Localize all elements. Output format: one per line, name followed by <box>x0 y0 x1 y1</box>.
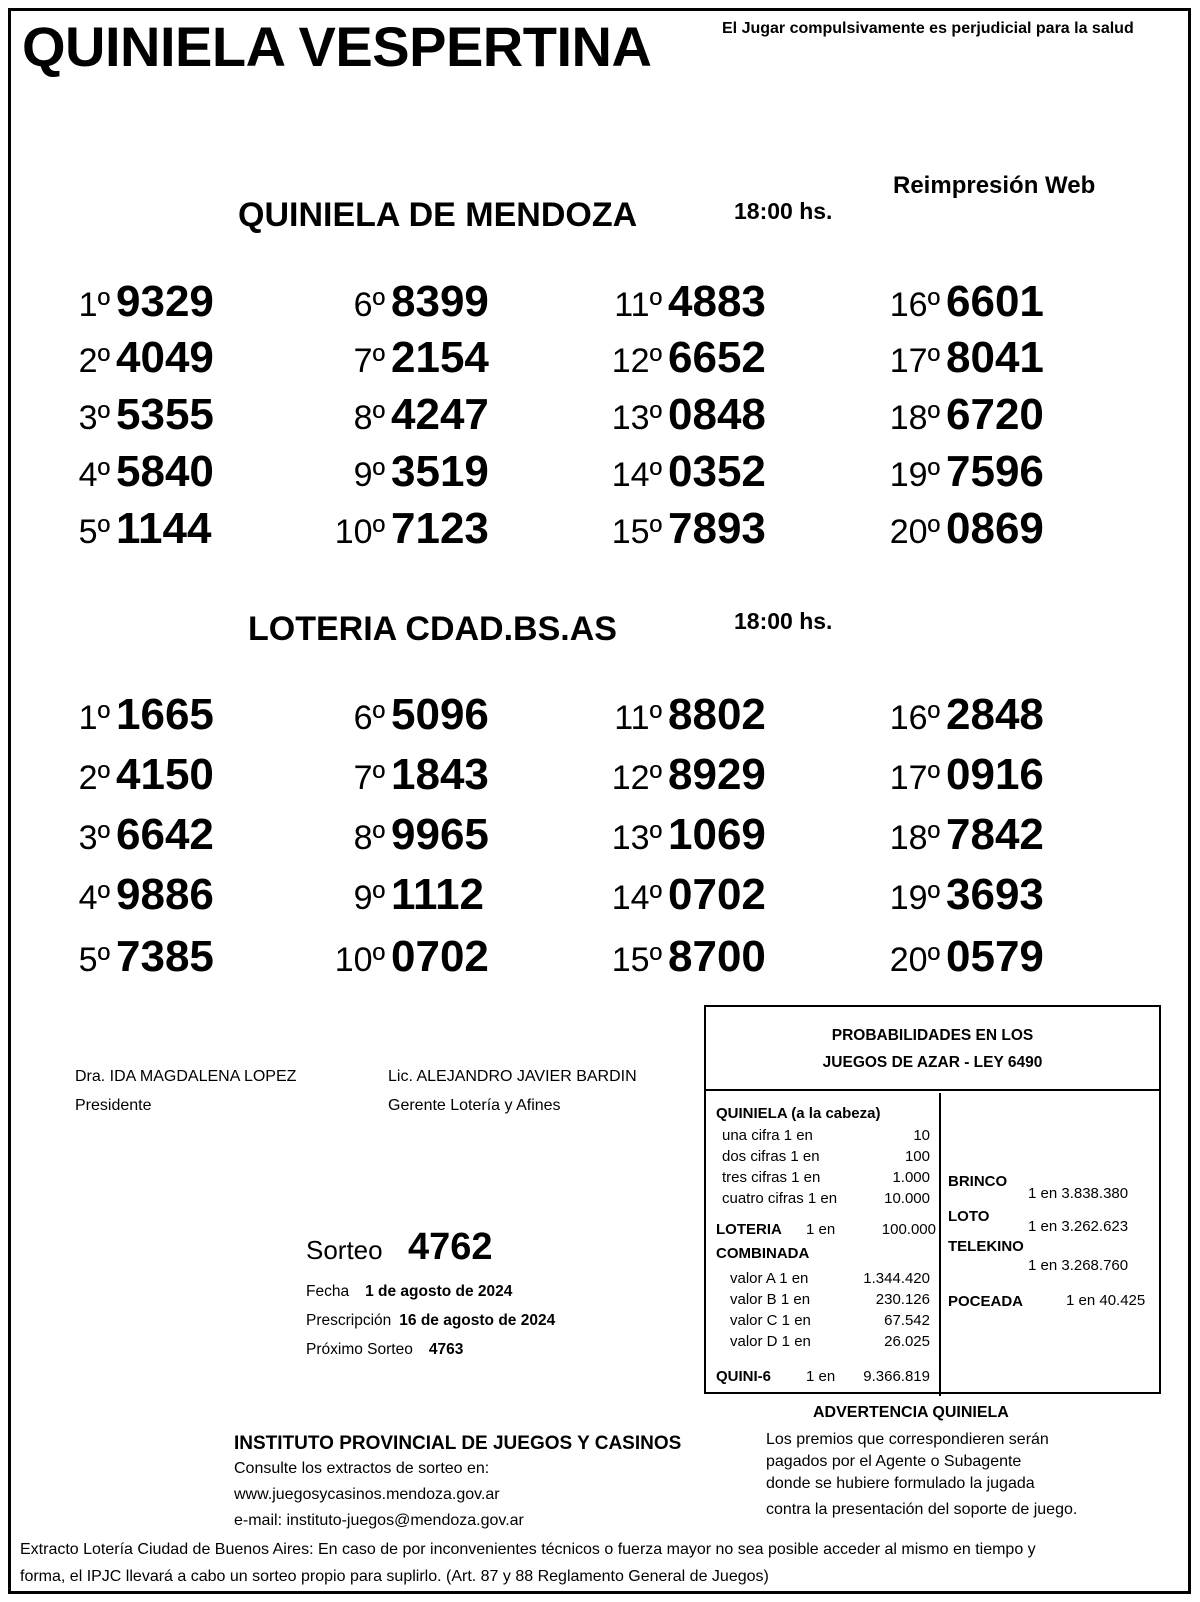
health-warning: El Jugar compulsivamente es perjudicial para la salud <box>722 20 1134 37</box>
result-position: 14º <box>611 456 662 494</box>
probabilities-title-1: PROBABILIDADES EN LOS <box>831 1027 1034 1044</box>
result-position: 8º <box>353 399 385 437</box>
result-entry <box>40 447 214 497</box>
result-number: 4150 <box>116 750 214 799</box>
result-entry <box>592 390 766 440</box>
result-entry <box>592 447 766 497</box>
brinco-prob-value: 1 en 3.838.380 <box>1028 1185 1129 1202</box>
result-position: 17º <box>889 759 940 797</box>
result-position: 11º <box>614 286 662 324</box>
result-entry <box>592 277 766 327</box>
reprint-label: Reimpresión Web <box>893 172 1096 199</box>
result-position: 20º <box>889 941 940 979</box>
prob-row-label: dos cifras 1 en <box>722 1148 820 1165</box>
result-position: 13º <box>611 399 662 437</box>
draw-label: Sorteo <box>306 1235 383 1265</box>
prob-row-label: tres cifras 1 en <box>722 1169 821 1186</box>
result-entry <box>592 932 766 982</box>
result-position: 7º <box>353 759 385 797</box>
draw-date <box>306 1283 512 1301</box>
result-number: 8700 <box>668 932 766 981</box>
prescription-value: 16 de agosto de 2024 <box>399 1312 556 1329</box>
institute-title: INSTITUTO PROVINCIAL DE JUEGOS Y CASINOS <box>234 1433 682 1454</box>
result-entry <box>592 333 766 383</box>
combinada-prob-title: COMBINADA <box>716 1245 810 1262</box>
probabilities-title-2: JUEGOS DE AZAR - LEY 6490 <box>822 1054 1043 1071</box>
result-position: 18º <box>889 399 940 437</box>
result-number: 8399 <box>391 277 489 326</box>
quini6-prob-label: QUINI-6 <box>716 1368 772 1385</box>
result-entry <box>870 447 1044 497</box>
probabilities-header <box>706 1007 1159 1091</box>
result-position: 9º <box>353 879 385 917</box>
result-number: 6601 <box>946 277 1044 326</box>
result-position: 1º <box>78 286 110 324</box>
result-number: 1069 <box>668 810 766 859</box>
result-number: 9965 <box>391 810 489 859</box>
loteria-prob-en: 1 en <box>806 1221 836 1238</box>
result-entry <box>40 504 211 554</box>
signature-left-role: Presidente <box>75 1097 152 1114</box>
signature-right-role: Gerente Lotería y Afines <box>388 1097 561 1114</box>
result-number: 4247 <box>391 390 489 439</box>
result-position: 15º <box>611 941 662 979</box>
result-entry <box>870 932 1044 982</box>
draw-prescription <box>306 1312 555 1330</box>
result-number: 7596 <box>946 447 1044 496</box>
result-entry <box>870 277 1044 327</box>
signature-left <box>75 1062 296 1120</box>
result-entry <box>870 690 1044 740</box>
signature-right <box>388 1062 637 1120</box>
result-entry <box>870 333 1044 383</box>
quini6-prob-en: 1 en <box>806 1368 836 1385</box>
result-number: 1144 <box>116 504 212 553</box>
institute-info <box>234 1456 524 1534</box>
result-entry <box>592 810 766 860</box>
prob-row-value: 10.000 <box>884 1190 930 1207</box>
quiniela-prob-title: QUINIELA (a la cabeza) <box>716 1105 881 1122</box>
probabilities-box <box>704 1005 1161 1394</box>
prob-row-value: 230.126 <box>875 1291 930 1308</box>
result-number: 1112 <box>391 870 485 919</box>
result-number: 7842 <box>946 810 1044 859</box>
result-entry <box>592 690 766 740</box>
result-position: 3º <box>78 399 110 437</box>
result-entry <box>315 932 489 982</box>
result-position: 3º <box>78 819 110 857</box>
result-entry <box>870 390 1044 440</box>
result-number: 8929 <box>668 750 766 799</box>
result-entry <box>870 504 1044 554</box>
result-number: 5096 <box>391 690 489 739</box>
result-number: 1843 <box>391 750 489 799</box>
result-entry <box>40 690 214 740</box>
result-entry <box>315 690 489 740</box>
result-number: 9886 <box>116 870 214 919</box>
result-position: 5º <box>78 941 110 979</box>
next-draw-label: Próximo Sorteo <box>306 1341 413 1358</box>
prob-row-label: cuatro cifras 1 en <box>722 1190 838 1207</box>
result-number: 2154 <box>391 333 489 382</box>
result-position: 10º <box>334 513 385 551</box>
result-position: 10º <box>334 941 385 979</box>
advertencia-line: donde se hubiere formulado la jugada <box>766 1475 1035 1492</box>
prob-row-label: valor B 1 en <box>730 1291 811 1308</box>
result-position: 6º <box>353 286 385 324</box>
result-position: 12º <box>611 759 662 797</box>
result-number: 6652 <box>668 333 766 382</box>
result-position: 4º <box>78 456 110 494</box>
telekino-prob-value: 1 en 3.268.760 <box>1028 1257 1129 1274</box>
result-position: 16º <box>889 699 940 737</box>
result-position: 14º <box>611 879 662 917</box>
result-number: 7123 <box>391 504 489 553</box>
prob-row-value: 67.542 <box>884 1312 930 1329</box>
result-entry <box>40 932 214 982</box>
result-position: 20º <box>889 513 940 551</box>
draw-number: 4762 <box>408 1226 493 1268</box>
result-position: 19º <box>889 879 940 917</box>
result-entry <box>40 277 214 327</box>
institute-line-1: Consulte los extractos de sorteo en: <box>234 1460 490 1477</box>
prob-row-value: 10 <box>913 1127 930 1144</box>
result-number: 6720 <box>946 390 1044 439</box>
quini6-prob-value: 9.366.819 <box>863 1368 930 1385</box>
telekino-prob-label: TELEKINO <box>948 1238 1024 1255</box>
footer-note <box>20 1536 1180 1590</box>
result-position: 1º <box>78 699 110 737</box>
result-entry <box>315 810 489 860</box>
result-entry <box>870 810 1044 860</box>
result-position: 2º <box>78 342 110 380</box>
advertencia-line: pagados por el Agente o Subagente <box>766 1453 1022 1470</box>
next-draw <box>306 1341 463 1359</box>
prob-row-value: 1.344.420 <box>863 1270 930 1287</box>
result-entry <box>315 504 489 554</box>
result-position: 8º <box>353 819 385 857</box>
next-draw-value: 4763 <box>428 1341 464 1358</box>
signature-left-name: Dra. IDA MAGDALENA LOPEZ <box>75 1068 297 1085</box>
result-number: 0702 <box>391 932 489 981</box>
draw-date-label: Fecha <box>306 1283 350 1300</box>
result-entry <box>40 810 214 860</box>
prob-row-label: valor D 1 en <box>730 1333 811 1350</box>
prob-row-value: 1.000 <box>892 1169 930 1186</box>
result-number: 0848 <box>668 390 766 439</box>
advertencia-title: ADVERTENCIA QUINIELA <box>813 1404 1009 1421</box>
result-entry <box>592 750 766 800</box>
result-number: 0916 <box>946 750 1044 799</box>
result-entry <box>40 750 214 800</box>
result-number: 0702 <box>668 870 766 919</box>
result-number: 1665 <box>116 690 214 739</box>
result-entry <box>40 333 214 383</box>
result-entry <box>592 504 766 554</box>
result-entry <box>870 870 1044 920</box>
result-number: 2848 <box>946 690 1044 739</box>
draw-date-value: 1 de agosto de 2024 <box>365 1283 513 1300</box>
result-position: 7º <box>353 342 385 380</box>
result-number: 7893 <box>668 504 766 553</box>
prescription-label: Prescripción <box>306 1312 392 1329</box>
result-number: 8041 <box>946 333 1044 382</box>
loteria-prob-label: LOTERIA <box>716 1221 782 1238</box>
result-position: 5º <box>78 513 110 551</box>
brinco-prob-label: BRINCO <box>948 1173 1008 1190</box>
footer-line-2: forma, el IPJC llevará a cabo un sorteo propio para suplirlo. (Art. 87 y 88 Reglamento General de Juegos) <box>20 1568 769 1585</box>
loteria-prob-value: 100.000 <box>881 1221 936 1238</box>
result-entry <box>592 870 766 920</box>
loto-prob-label: LOTO <box>948 1208 990 1225</box>
result-entry <box>40 390 214 440</box>
prob-row-label: una cifra 1 en <box>722 1127 813 1144</box>
result-number: 0579 <box>946 932 1044 981</box>
signature-right-name: Lic. ALEJANDRO JAVIER BARDIN <box>388 1068 637 1085</box>
bsas-title: LOTERIA CDAD.BS.AS <box>248 610 617 648</box>
prob-row-value: 100 <box>904 1148 930 1165</box>
result-number: 3693 <box>946 870 1044 919</box>
result-number: 3519 <box>391 447 489 496</box>
result-entry <box>40 870 214 920</box>
mendoza-time: 18:00 hs. <box>734 198 833 224</box>
result-number: 4883 <box>668 277 766 326</box>
poceada-prob-value: 1 en 40.425 <box>1066 1292 1146 1309</box>
result-entry <box>315 750 489 800</box>
probabilities-divider <box>939 1093 941 1396</box>
result-entry <box>315 390 489 440</box>
result-number: 7385 <box>116 932 214 981</box>
result-position: 16º <box>889 286 940 324</box>
institute-email[interactable]: e-mail: instituto-juegos@mendoza.gov.ar <box>234 1512 524 1529</box>
result-position: 9º <box>353 456 385 494</box>
advertencia-text <box>766 1429 1077 1521</box>
advertencia-line: contra la presentación del soporte de juego. <box>766 1501 1078 1518</box>
result-position: 17º <box>889 342 940 380</box>
poceada-prob-label: POCEADA <box>948 1293 1024 1310</box>
result-position: 19º <box>889 456 940 494</box>
result-position: 13º <box>611 819 662 857</box>
result-number: 5355 <box>116 390 214 439</box>
institute-website[interactable]: www.juegosycasinos.mendoza.gov.ar <box>234 1486 500 1503</box>
result-number: 6642 <box>116 810 214 859</box>
result-position: 4º <box>78 879 110 917</box>
result-number: 0352 <box>668 447 766 496</box>
result-number: 0869 <box>946 504 1044 553</box>
result-entry <box>870 750 1044 800</box>
result-entry <box>315 333 489 383</box>
result-position: 2º <box>78 759 110 797</box>
result-entry <box>315 447 489 497</box>
page-title: QUINIELA VESPERTINA <box>22 15 652 78</box>
result-entry <box>315 277 489 327</box>
result-position: 6º <box>353 699 385 737</box>
result-entry <box>315 870 484 920</box>
prob-row-value: 26.025 <box>884 1333 930 1350</box>
footer-line-1: Extracto Lotería Ciudad de Buenos Aires: En caso de por inconvenientes técnicos o fuerza mayor no sea posible acceder al mismo en tiempo y <box>20 1541 1036 1558</box>
result-position: 15º <box>611 513 662 551</box>
result-position: 12º <box>611 342 662 380</box>
prob-row-label: valor C 1 en <box>730 1312 811 1329</box>
result-number: 4049 <box>116 333 214 382</box>
result-number: 9329 <box>116 277 214 326</box>
prob-row-label: valor A 1 en <box>730 1270 809 1287</box>
result-position: 18º <box>889 819 940 857</box>
result-number: 5840 <box>116 447 214 496</box>
result-position: 11º <box>614 699 662 737</box>
advertencia-line: Los premios que correspondieren serán <box>766 1431 1049 1448</box>
mendoza-title: QUINIELA DE MENDOZA <box>238 196 638 234</box>
bsas-time: 18:00 hs. <box>734 608 833 634</box>
loto-prob-value: 1 en 3.262.623 <box>1028 1218 1129 1235</box>
result-number: 8802 <box>668 690 766 739</box>
